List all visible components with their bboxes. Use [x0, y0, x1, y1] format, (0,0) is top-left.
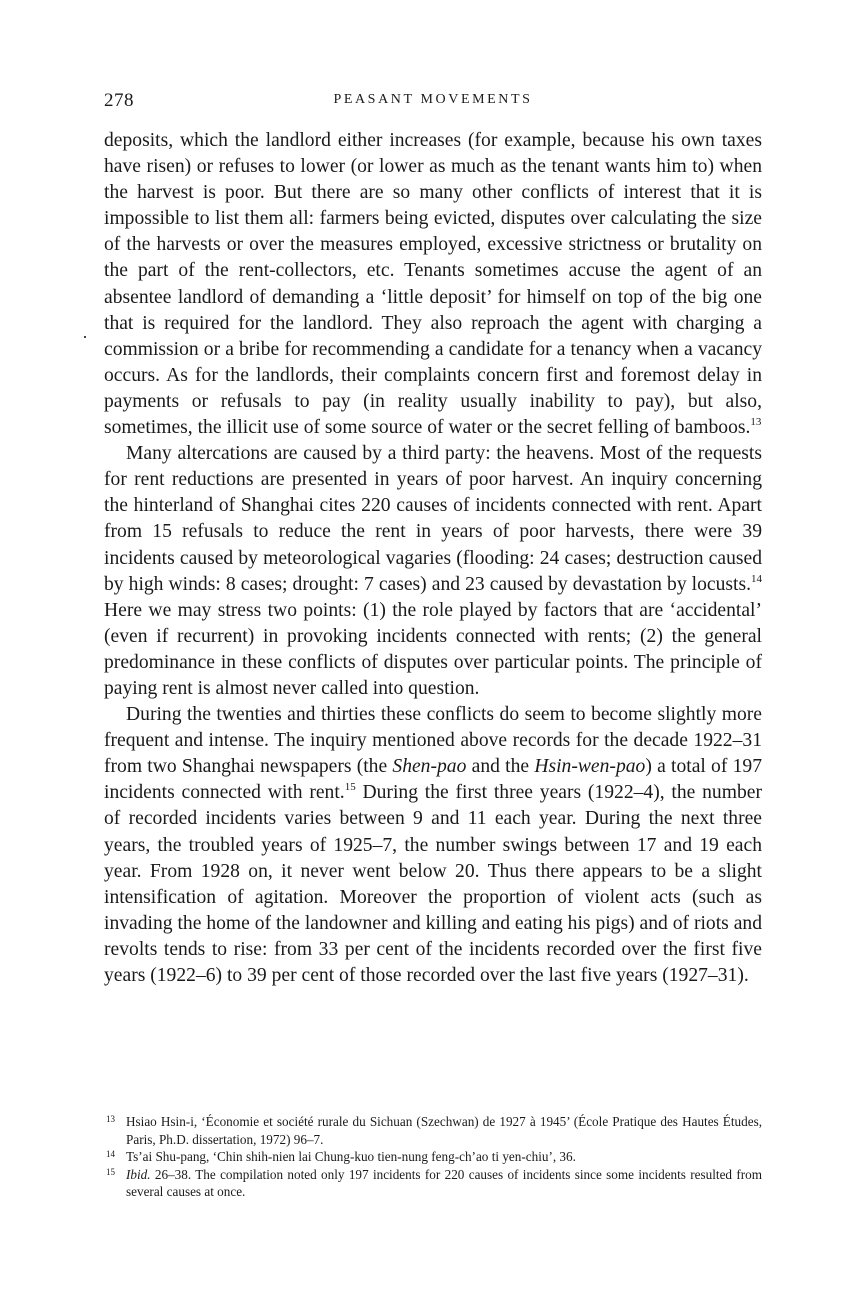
page-number: 278	[104, 90, 134, 111]
footnote-text: Ts’ai Shu-pang, ‘Chin shih-nien lai Chung-kuo tien-nung feng-ch’ao ti yen-chiu’, 36.	[126, 1149, 576, 1164]
footnote-ref-13[interactable]: 13	[750, 416, 762, 429]
footnote-text: Hsiao Hsin-i, ‘Économie et société rurale du Sichuan (Szechwan) de 1927 à 1945’ (École Pratique des Hautes Études, Paris, Ph.D. dissertation, 1972) 96–7.	[126, 1114, 762, 1147]
footnote-ref-14[interactable]: 14	[751, 572, 762, 585]
newspaper-title-shen-pao: Shen-pao	[392, 756, 467, 778]
paragraph-3-text-a: During the twenties and thirties these conflicts do seem to become slightly more frequent and intense. The inquiry mentioned above records for the decade 1922–31 from two Shanghai newspapers (the	[104, 704, 762, 778]
paragraph-3-text-d: During the first three years (1922–4), the number of recorded incidents varies between 9 and 11 each year. During the next three years, the troubled years of 1925–7, the number swings between 17 and 19 each year. From 1928 on, it never went below 20. Thus there appears to be a slight intensification of agitation. Moreover the proportion of violent acts (such as invading the home of the landowner and killing and eating his pigs) and of riots and revolts tends to rise: from 33 per cent of the incidents recorded over the first five years (1922–6) to 39 per cent of those recorded over the last five years (1927–31).	[104, 782, 762, 986]
paragraph-1	[104, 128, 762, 441]
running-head	[104, 90, 762, 114]
footnote-ibid: Ibid.	[126, 1166, 151, 1182]
footnotes	[104, 1113, 762, 1201]
paragraph-3-text-c: ) a total of 197 incidents connected with rent.	[104, 756, 762, 804]
footnote-ref-15[interactable]: 15	[344, 781, 356, 794]
footnote-number: 13	[106, 1114, 115, 1124]
paragraph-2-text-a: Many altercations are caused by a third party: the heavens. Most of the requests for rent reductions are presented in years of poor harvest. An inquiry concerning the hinterland of Shanghai cites 220 causes of incidents connected with rent. Apart from 15 refusals to reduce the rent in years of poor harvests, there were 39 incidents caused by meteorological vagaries (flooding: 24 cases; destruction caused by high winds: 8 cases; drought: 7 cases) and 23 caused by devastation by locusts.	[104, 443, 762, 595]
footnote-text: 26–38. The compilation noted only 197 incidents for 220 causes of incidents since some incidents resulted from several causes at once.	[126, 1166, 762, 1199]
paragraph-1-text: deposits, which the landlord either increases (for example, because his own taxes have risen) or refuses to lower (or lower as much as the tenant wants him to) when the harvest is poor. But there are so many other conflicts of interest that it is impossible to list them all: farmers being evicted, disputes over calculating the size of the harvests or over the measures employed, excessive strictness or brutality on the part of the rent-collectors, etc. Tenants sometimes accuse the agent of an absentee landlord of demanding a ‘little deposit’ for himself on top of the big one that is required for the landlord. They also reproach the agent with charging a commission or a bribe for recommending a candidate for a tenancy when a vacancy occurs. As for the landlords, their complaints concern first and foremost delay in payments or refusals to pay (in reality usually inability to pay), but also, sometimes, the illicit use of some source of water or the secret felling of bamboos.	[104, 130, 762, 439]
footnote-15	[104, 1166, 762, 1201]
paragraph-2	[104, 441, 762, 702]
paragraph-2-text-b: Here we may stress two points: (1) the role played by factors that are ‘accidental’ (even if recurrent) in provoking incidents connected with rents; (2) the general predominance in these conflicts of disputes over particular points. The principle of paying rent is almost never called into question.	[104, 599, 762, 699]
paragraph-3	[104, 702, 762, 989]
running-title: PEASANT MOVEMENTS	[333, 92, 533, 107]
paragraph-3-text-b: and the	[466, 756, 535, 778]
footnote-13	[104, 1113, 762, 1148]
footnote-number: 15	[106, 1166, 115, 1177]
margin-mark	[84, 336, 86, 338]
body-text	[104, 128, 762, 989]
newspaper-title-hsin-wen-pao: Hsin-wen-pao	[534, 756, 646, 778]
footnote-number: 14	[106, 1149, 115, 1159]
footnote-14	[104, 1148, 762, 1166]
